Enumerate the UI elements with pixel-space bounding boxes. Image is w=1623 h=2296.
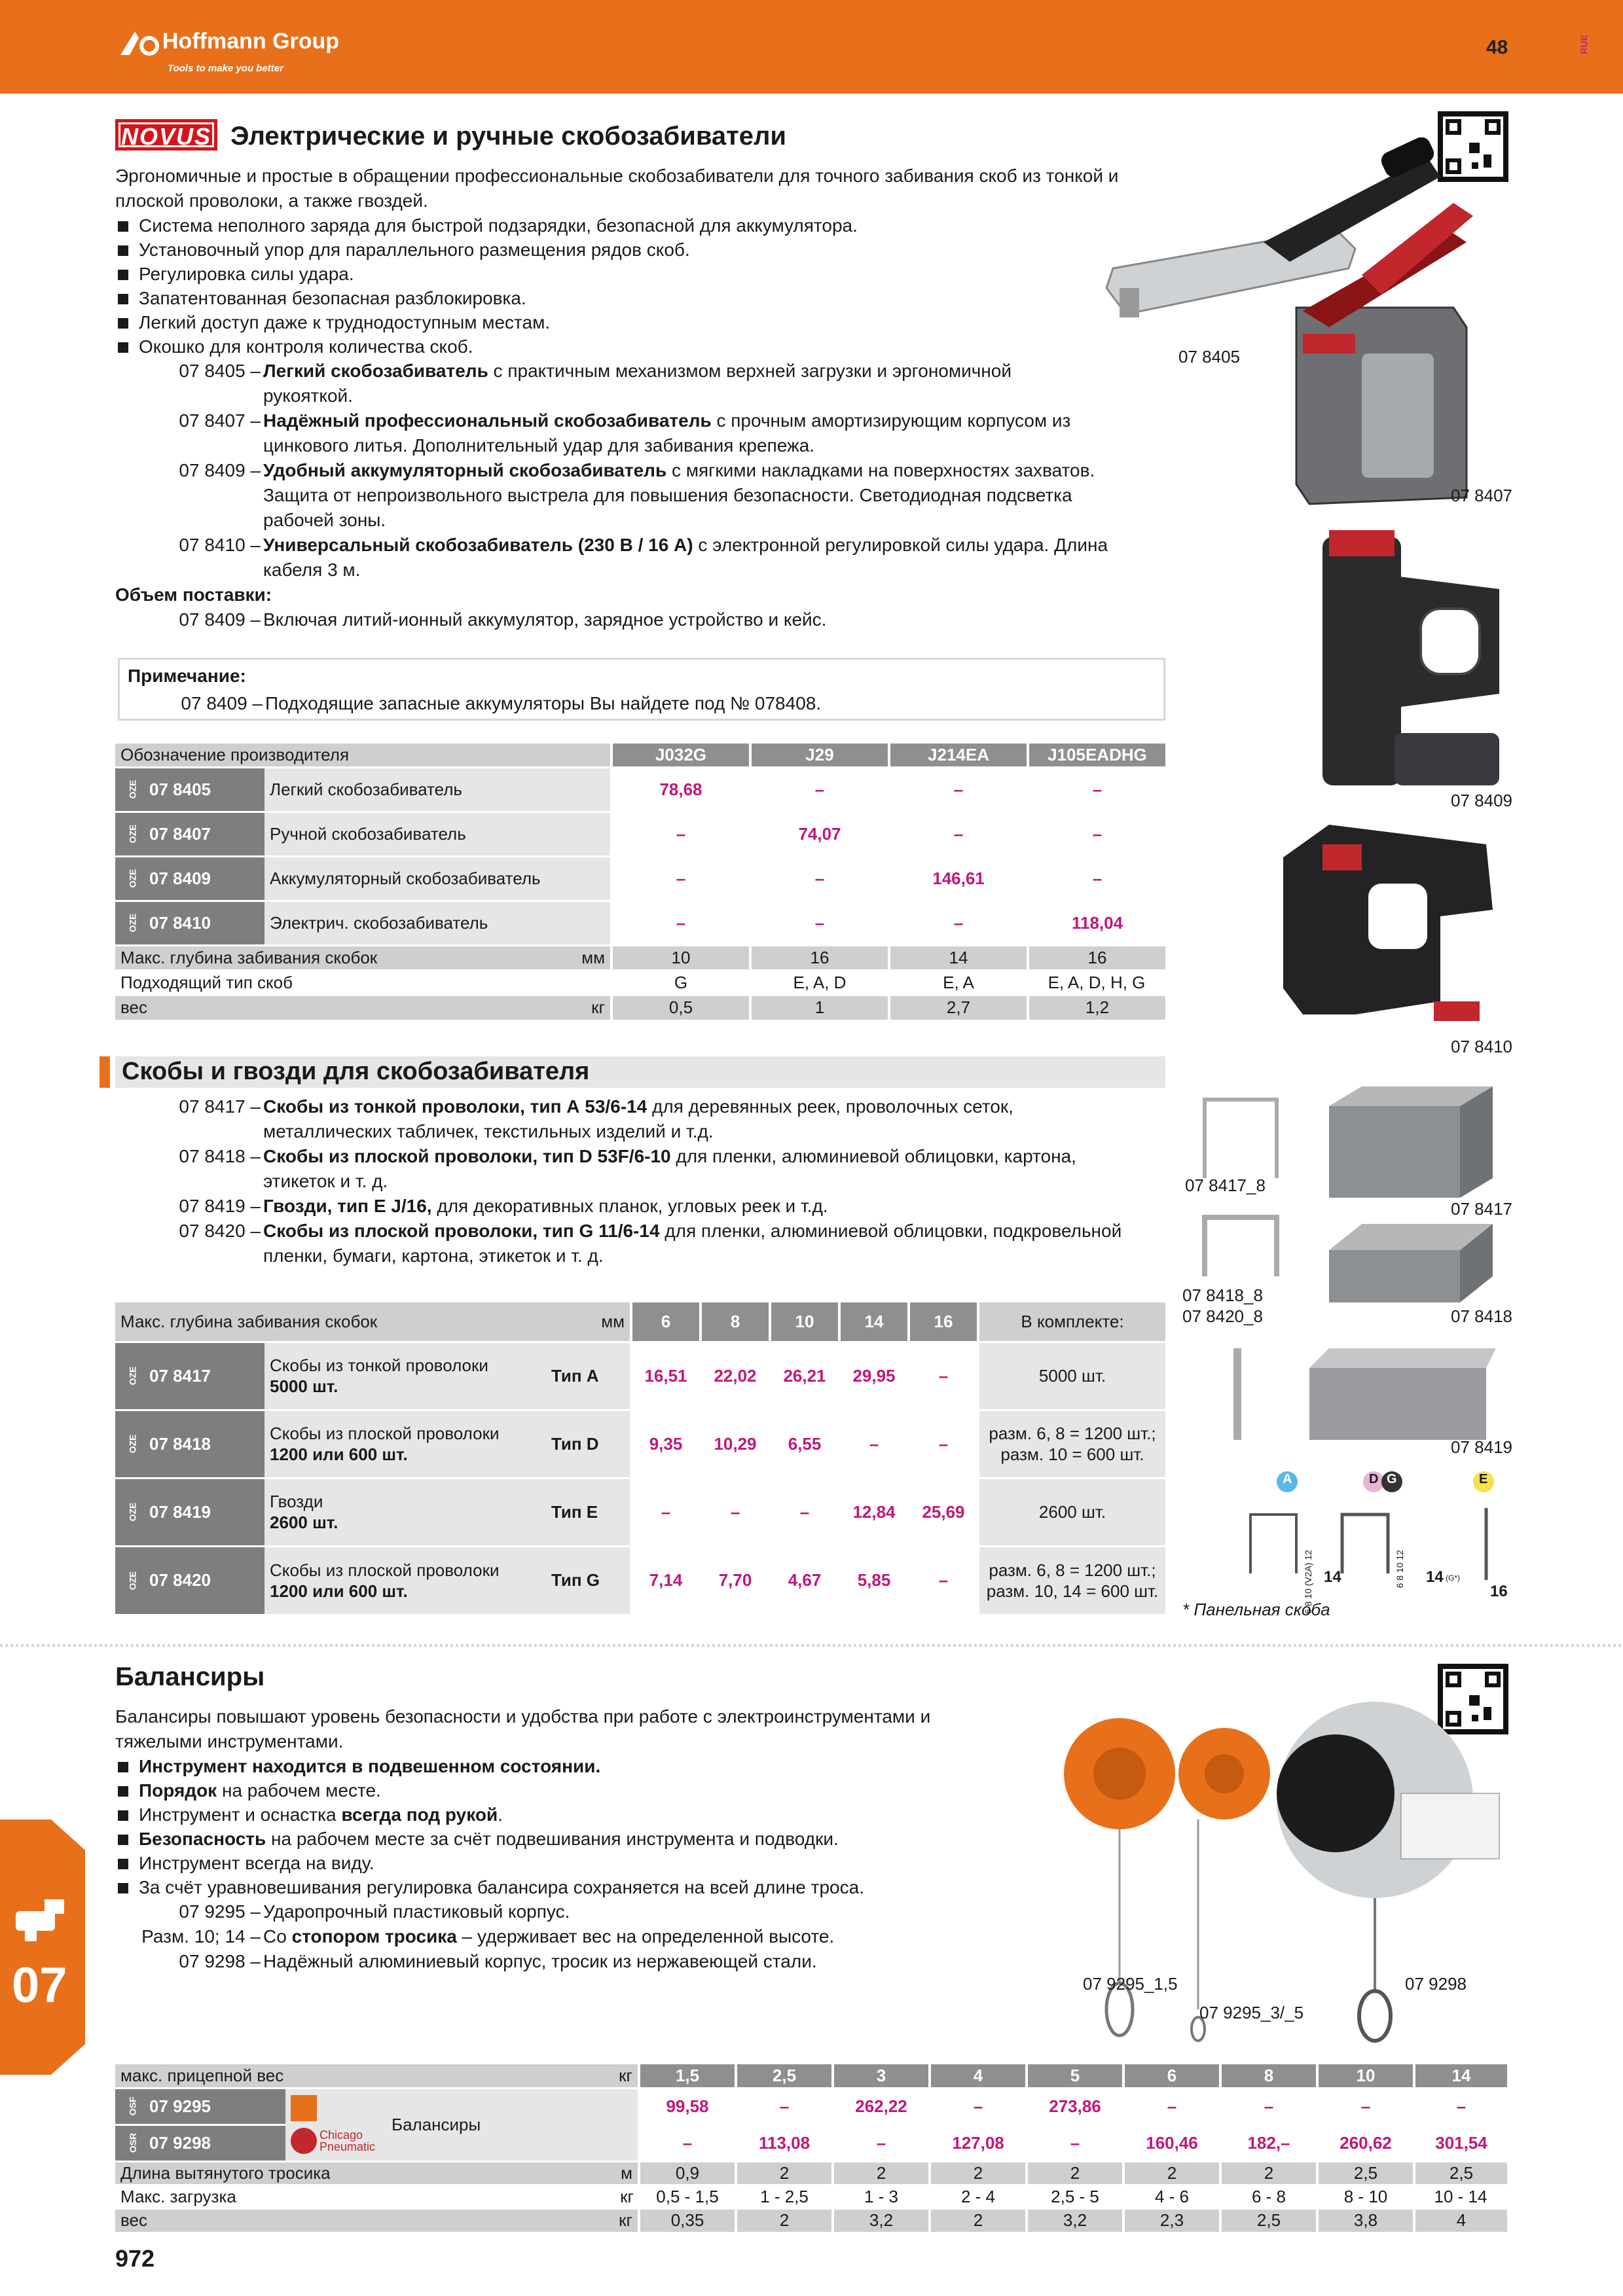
table-row	[115, 1410, 1165, 1478]
article-name: Гвозди 2600 шт.	[264, 1478, 546, 1546]
price-cell: –	[909, 1546, 978, 1614]
entry-code: 07 8410 –	[179, 535, 261, 555]
entry-text: для пленки, алюминиевой облицовки, подкровельной	[659, 1221, 1122, 1241]
spec-value: 4 - 6	[1123, 2185, 1220, 2208]
entry-code: 07 8405 –	[179, 361, 261, 381]
column-header: 2,5	[736, 2064, 833, 2088]
stapler-07-8407-image	[1283, 196, 1480, 524]
image-caption: 07 8405	[1178, 347, 1240, 367]
price-cell: –	[701, 1478, 770, 1546]
section1-text	[115, 164, 1176, 632]
price-cell: 260,62	[1317, 2125, 1414, 2161]
bullet-item: Регулировка силы удара.	[115, 262, 1176, 286]
intro-line: Балансиры повышают уровень безопасности и удобства при работе с электроинструментами и	[115, 1706, 931, 1727]
brand-name: Hoffmann Group	[162, 29, 340, 54]
price-cell: 301,54	[1414, 2125, 1507, 2161]
table-head-label: Макс. глубина забивания скобок	[115, 1302, 546, 1342]
spec-value: 2,5 - 5	[1027, 2185, 1123, 2208]
spec-value: G	[611, 970, 750, 995]
price-cell: 22,02	[701, 1342, 770, 1410]
price-cell: –	[1028, 812, 1165, 856]
entry-bold: Легкий скобозабиватель	[263, 361, 488, 381]
entry-code: 07 8419 –	[179, 1196, 261, 1216]
spec-value: 2	[930, 2161, 1027, 2185]
spec-row	[115, 2161, 1507, 2185]
table-row	[115, 1478, 1165, 1546]
article-name: Электрич. скобозабиватель	[264, 901, 611, 945]
image-caption: 07 8418	[1451, 1306, 1512, 1326]
entry-bold: Скобы из тонкой проволоки, тип А 53/6-14	[263, 1096, 647, 1117]
product-entry: 07 9298 – Надёжный алюминиевый корпус, тросик из нержавеющей стали.	[179, 1951, 817, 1971]
section-marker	[100, 1056, 110, 1088]
spec-value: 2,7	[889, 995, 1028, 1020]
bullet-item: Порядок на рабочем месте.	[115, 1778, 1137, 1803]
entry-bold: Скобы из плоской проволоки, тип D 53F/6-10	[263, 1146, 671, 1166]
spec-value: E, A, D	[750, 970, 889, 995]
bullet-item: Легкий доступ даже к труднодоступным местам.	[115, 310, 1176, 334]
product-entry	[115, 359, 1176, 408]
supply-label: Объем поставки:	[115, 584, 272, 605]
bullet-item: Инструмент находится в подвешенном состоянии.	[115, 1754, 1137, 1778]
entry-text: этикеток и т. д.	[263, 1171, 388, 1191]
column-header: 10	[770, 1302, 839, 1342]
spec-value: 2 - 4	[930, 2185, 1027, 2208]
entry-text: с практичным механизмом верхней загрузки и эргономичной	[488, 361, 1012, 381]
price-cell: –	[1123, 2088, 1220, 2125]
image-caption: 07 9295_1,5	[1083, 1974, 1178, 1994]
price-cell: –	[1414, 2088, 1507, 2125]
bullet-item: Запатентованная безопасная разблокировка.	[115, 286, 1176, 310]
note-entry	[117, 691, 1099, 716]
staples-box-07-8418-image	[1322, 1217, 1499, 1309]
table-row	[115, 1342, 1165, 1410]
spec-row	[115, 995, 1165, 1020]
staples-table	[115, 1302, 1165, 1614]
entry-bold: Удобный аккумуляторный скобозабиватель	[263, 460, 667, 480]
spec-value: 2	[736, 2161, 833, 2185]
entry-text: с мягкими накладками на поверхностях захватов.	[666, 460, 1095, 480]
product-entry	[115, 1144, 1176, 1194]
spec-value: 2,5	[1317, 2161, 1414, 2185]
group-cell: Chicago Pneumatic Балансиры	[285, 2088, 508, 2161]
legend-sizes: 6 8 10 12	[1395, 1550, 1405, 1588]
entry-code: 07 8418 –	[179, 1146, 261, 1166]
price-cell: –	[631, 1478, 701, 1546]
section-title: Скобы и гвозди для скобозабивателя	[122, 1058, 590, 1085]
price-cell: 10,29	[701, 1410, 770, 1478]
article-type: Тип E	[546, 1478, 631, 1546]
price-cell: –	[1220, 2088, 1317, 2125]
bullet-item: Установочный упор для параллельного размещения рядов скоб.	[115, 238, 1176, 262]
nail-image	[1218, 1342, 1257, 1446]
entry-bold: Скобы из плоской проволоки, тип G 11/6-14	[263, 1221, 660, 1241]
table-head-unit: мм	[546, 1302, 631, 1342]
price-cell: –	[1028, 856, 1165, 901]
kit-cell: разм. 6, 8 = 1200 шт.; разм. 10, 14 = 600 шт.	[978, 1546, 1165, 1614]
spec-value: 2	[930, 2208, 1027, 2232]
legend-size: 14	[1324, 1568, 1341, 1586]
table-row	[115, 812, 1165, 856]
section-title: Балансиры	[115, 1662, 265, 1691]
entry-code: 07 8417 –	[179, 1096, 261, 1117]
spec-value: 2	[736, 2208, 833, 2232]
spec-value: 1 - 2,5	[736, 2185, 833, 2208]
table-row	[115, 1546, 1165, 1614]
legend-letter: D	[1369, 1472, 1379, 1486]
price-cell: 25,69	[909, 1478, 978, 1546]
staple-a-image	[1192, 1086, 1290, 1185]
note-label: Примечание:	[128, 666, 246, 686]
article-code: OZE 07 8417	[115, 1342, 264, 1410]
bullet-item: Инструмент всегда на виду.	[115, 1851, 1137, 1875]
price-cell: 127,08	[930, 2125, 1027, 2161]
entry-code: 07 8409 –	[181, 693, 263, 713]
product-entry: Разм. 10; 14 – Со стопором тросика – удерживает вес на определенной высоте.	[141, 1926, 835, 1946]
spec-label: Подходящий тип скоб	[115, 970, 507, 995]
legend-size: 16	[1490, 1583, 1508, 1600]
article-code: OZE 07 8419	[115, 1478, 264, 1546]
price-cell: –	[611, 856, 750, 901]
price-cell: –	[611, 812, 750, 856]
spec-unit: кг	[507, 995, 611, 1020]
spec-value: 3,2	[1027, 2208, 1123, 2232]
language-code: RUE	[1578, 35, 1589, 54]
column-header: J214EA	[889, 744, 1028, 767]
legend-size: 14	[1426, 1568, 1444, 1586]
entry-text: пленки, бумаги, картона, этикеток и т. д.	[263, 1246, 604, 1266]
table-head-label: макс. прицепной вес	[115, 2064, 508, 2088]
price-cell: 12,84	[839, 1478, 909, 1546]
entry-text: для деревянных реек, проволочных сеток,	[647, 1096, 1013, 1117]
bullet-item: Инструмент и оснастка всегда под рукой.	[115, 1803, 1137, 1827]
spec-value: 2,5	[1220, 2208, 1317, 2232]
product-entry	[115, 1219, 1176, 1268]
article-code: OZE 07 8420	[115, 1546, 264, 1614]
entry-text: рабочей зоны.	[263, 510, 386, 530]
image-caption: 07 8417	[1451, 1199, 1512, 1219]
article-name: Аккумуляторный скобозабиватель	[264, 856, 611, 901]
image-caption: 07 9298	[1405, 1974, 1467, 1994]
image-caption: 07 8409	[1451, 791, 1512, 810]
intro-line: Эргономичные и простые в обращении профессиональные скобозабиватели для точного забивания скоб из тонкой и	[115, 166, 1119, 186]
price-cell: 9,35	[631, 1410, 701, 1478]
article-code: OZE 07 8410	[115, 901, 264, 945]
entry-text: с прочным амортизирующим корпусом из	[711, 410, 1071, 431]
legend-panel: (G*)	[1446, 1573, 1460, 1583]
staple-d-image	[1192, 1204, 1290, 1283]
section2-text	[115, 1094, 1176, 1268]
entry-bold: Надёжный профессиональный скобозабиватель	[263, 410, 712, 431]
entry-text: цинкового литья. Дополнительный удар для забивания крепежа.	[263, 435, 815, 456]
spec-unit	[507, 970, 611, 995]
chapter-tab[interactable]	[0, 1820, 85, 2075]
entry-text: Защита от непроизвольного выстрела для повышения безопасности. Светодиодная подсветка	[263, 485, 1072, 505]
spec-value: 8 - 10	[1317, 2185, 1414, 2208]
section-title: Электрические и ручные скобозабиватели	[230, 122, 786, 151]
price-cell: 5,85	[839, 1546, 909, 1614]
entry-text: для пленки, алюминиевой облицовки, картона,	[670, 1146, 1076, 1166]
column-header: J105EADHG	[1028, 744, 1165, 767]
article-code: OSR 07 9298	[115, 2125, 285, 2161]
entry-code: 07 8409 –	[179, 460, 261, 480]
kit-cell: 2600 шт.	[978, 1478, 1165, 1546]
price-cell: –	[833, 2125, 930, 2161]
price-cell: 4,67	[770, 1546, 839, 1614]
chicago-pneumatic-logo-icon	[291, 2128, 317, 2154]
legend-letter: A	[1283, 1472, 1292, 1486]
group-name: Балансиры	[392, 2114, 481, 2134]
product-entry	[115, 408, 1176, 458]
spec-row	[115, 970, 1165, 995]
spec-row	[115, 2185, 1507, 2208]
price-cell: 113,08	[736, 2125, 833, 2161]
price-cell: 26,21	[770, 1342, 839, 1410]
bullet-item: Система неполного заряда для быстрой подзарядки, безопасной для аккумулятора.	[115, 213, 1176, 238]
price-cell: –	[1028, 767, 1165, 812]
spec-row	[115, 2208, 1507, 2232]
spec-value: E, A, D, H, G	[1028, 970, 1165, 995]
price-cell: 99,58	[639, 2088, 736, 2125]
price-cell: 7,14	[631, 1546, 701, 1614]
price-cell: 262,22	[833, 2088, 930, 2125]
price-cell: 29,95	[839, 1342, 909, 1410]
article-code: OZE 07 8409	[115, 856, 264, 901]
column-header: 4	[930, 2064, 1027, 2088]
entry-bold: Универсальный скобозабиватель (230 В / 16 А)	[263, 535, 693, 555]
spec-value: 1	[750, 995, 889, 1020]
qr-code-icon	[1438, 111, 1508, 182]
spec-value: 2	[1123, 2161, 1220, 2185]
staplers-table	[115, 744, 1165, 1020]
column-header: 14	[839, 1302, 909, 1342]
spec-value: 0,5	[611, 995, 750, 1020]
price-cell: –	[839, 1410, 909, 1478]
intro-line: тяжелыми инструментами.	[115, 1731, 344, 1751]
article-type: Тип D	[546, 1410, 631, 1478]
spec-value: 1,2	[1028, 995, 1165, 1020]
article-code: OSF 07 9295	[115, 2088, 285, 2125]
image-caption: 07 8420_8	[1182, 1306, 1263, 1326]
table-row	[115, 901, 1165, 945]
article-code: OZE 07 8418	[115, 1410, 264, 1478]
balancers-image	[1048, 1702, 1545, 2055]
price-cell: –	[909, 1410, 978, 1478]
kit-cell: разм. 6, 8 = 1200 шт.; разм. 10 = 600 шт.	[978, 1410, 1165, 1478]
page-number-bottom: 972	[115, 2245, 155, 2272]
table-row	[115, 767, 1165, 812]
price-cell: –	[889, 767, 1028, 812]
column-header: 10	[1317, 2064, 1414, 2088]
legend-letter: E	[1479, 1472, 1488, 1486]
column-header: 6	[631, 1302, 701, 1342]
price-cell: 74,07	[750, 812, 889, 856]
spec-label: Длина вытянутого тросика	[115, 2161, 508, 2185]
nails-box-07-8419-image	[1303, 1335, 1499, 1446]
spec-value: 0,5 - 1,5	[639, 2185, 736, 2208]
price-cell: –	[1027, 2125, 1123, 2161]
table-head-unit: кг	[508, 2064, 639, 2088]
image-caption: 07 8417_8	[1185, 1175, 1266, 1195]
spec-value: 1 - 3	[833, 2185, 930, 2208]
bullet-item: Окошко для контроля количества скоб.	[115, 334, 1176, 359]
spec-label: вес	[115, 995, 507, 1020]
article-name: Скобы из плоской проволоки 1200 или 600 шт.	[264, 1546, 546, 1614]
price-cell: 118,04	[1028, 901, 1165, 945]
column-header: 8	[1220, 2064, 1317, 2088]
note-box	[118, 658, 1165, 721]
product-entry	[115, 458, 1176, 533]
kit-header: В комплекте:	[978, 1302, 1165, 1342]
spec-value: 2	[833, 2161, 930, 2185]
column-header: J29	[750, 744, 889, 767]
product-entry	[115, 533, 1176, 583]
price-cell: –	[770, 1478, 839, 1546]
spec-value: 10	[611, 945, 750, 970]
entry-text: кабеля 3 м.	[263, 560, 361, 580]
section-divider	[0, 1644, 1623, 1647]
bullet-item: Безопасность на рабочем месте за счёт подвешивания инструмента и подводки.	[115, 1827, 1137, 1851]
brand-tagline: Tools to make you better	[168, 63, 283, 74]
article-type: Тип A	[546, 1342, 631, 1410]
price-cell: –	[1317, 2088, 1414, 2125]
spec-label: Макс. загрузка	[115, 2185, 508, 2208]
stapler-07-8409-image	[1316, 524, 1512, 798]
entry-text: металлических табличек, текстильных изделий и т.д.	[263, 1121, 714, 1141]
price-cell: 78,68	[611, 767, 750, 812]
novus-logo: NOVUS	[115, 119, 217, 151]
tools-chapter-icon	[12, 1892, 71, 1944]
article-name: Ручной скобозабиватель	[264, 812, 611, 856]
chapter-number: 07	[12, 1958, 67, 2013]
spec-value: 2	[1027, 2161, 1123, 2185]
spec-value: E, A	[889, 970, 1028, 995]
spec-value: 2	[1220, 2161, 1317, 2185]
kit-cell: 5000 шт.	[978, 1342, 1165, 1410]
spec-value: 6 - 8	[1220, 2185, 1317, 2208]
intro-line: плоской проволоки, а также гвоздей.	[115, 190, 428, 211]
price-cell: –	[736, 2088, 833, 2125]
price-cell: –	[639, 2125, 736, 2161]
entry-bold: Гвозди, тип E J/16,	[263, 1196, 432, 1216]
article-name: Легкий скобозабиватель	[264, 767, 611, 812]
spec-value: 3,8	[1317, 2208, 1414, 2232]
legend-letter: G	[1387, 1472, 1397, 1486]
entry-text: Включая литий-ионный аккумулятор, зарядное устройство и кейс.	[263, 609, 827, 630]
entry-text: рукояткой.	[263, 386, 353, 406]
price-cell: –	[889, 901, 1028, 945]
image-caption: 07 8419	[1451, 1437, 1512, 1457]
price-cell: –	[909, 1342, 978, 1410]
spec-value: 3,2	[833, 2208, 930, 2232]
image-caption: 07 8410	[1451, 1037, 1512, 1056]
spec-unit: кг	[508, 2185, 639, 2208]
price-cell: –	[889, 812, 1028, 856]
brand-logo-icon	[291, 2095, 317, 2121]
bullet-item: За счёт уравновешивания регулировка балансира сохраняется на всей длине троса.	[115, 1875, 1137, 1899]
stapler-07-8410-image	[1277, 818, 1499, 1034]
column-header: 6	[1123, 2064, 1220, 2088]
entry-text: с электронной регулировкой силы удара. Длина	[693, 535, 1108, 555]
table-row	[115, 856, 1165, 901]
spec-label: вес	[115, 2208, 508, 2232]
price-cell: 182,–	[1220, 2125, 1317, 2161]
product-entry	[115, 1194, 1176, 1219]
staples-box-07-8417-image	[1322, 1080, 1499, 1204]
spec-value: 0,35	[639, 2208, 736, 2232]
article-name: Скобы из плоской проволоки 1200 или 600 шт.	[264, 1410, 546, 1478]
spec-unit: м	[508, 2161, 639, 2185]
article-code: OZE 07 8407	[115, 812, 264, 856]
spec-value: 2,5	[1414, 2161, 1507, 2185]
column-header: 1,5	[639, 2064, 736, 2088]
spec-unit: мм	[507, 945, 611, 970]
column-header: 8	[701, 1302, 770, 1342]
price-cell: –	[930, 2088, 1027, 2125]
price-cell: 146,61	[889, 856, 1028, 901]
spec-value: 4	[1414, 2208, 1507, 2232]
price-cell: –	[750, 856, 889, 901]
article-type: Тип G	[546, 1546, 631, 1614]
balancers-table	[115, 2064, 1507, 2232]
price-cell: 160,46	[1123, 2125, 1220, 2161]
column-header: J032G	[611, 744, 750, 767]
price-cell: –	[750, 767, 889, 812]
price-cell: 273,86	[1027, 2088, 1123, 2125]
spec-value: 0,9	[639, 2161, 736, 2185]
entry-text: Подходящие запасные аккумуляторы Вы найдете под № 078408.	[265, 693, 822, 713]
image-caption: 07 9295_3/_5	[1199, 2003, 1304, 2022]
spec-label: Макс. глубина забивания скобок	[115, 945, 507, 970]
spec-value: 10 - 14	[1414, 2185, 1507, 2208]
panel-staple-note: * Панельная скоба	[1182, 1600, 1330, 1619]
spec-unit: кг	[508, 2208, 639, 2232]
entry-code: 07 8407 –	[179, 410, 261, 431]
section3-text	[115, 1704, 1137, 1974]
supply-entry	[115, 607, 1176, 632]
spec-value: 16	[750, 945, 889, 970]
image-caption: 07 8407	[1451, 486, 1512, 505]
table-row	[115, 2088, 1507, 2125]
price-cell: 6,55	[770, 1410, 839, 1478]
legend-sizes: 6 8 10 (V2A) 12	[1303, 1550, 1313, 1615]
image-caption: 07 8418_8	[1182, 1285, 1263, 1305]
product-entry: 07 9295 – Ударопрочный пластиковый корпус.	[179, 1901, 570, 1922]
spec-value: 2,3	[1123, 2208, 1220, 2232]
price-cell: 7,70	[701, 1546, 770, 1614]
column-header: 16	[909, 1302, 978, 1342]
column-header: 3	[833, 2064, 930, 2088]
column-header: 5	[1027, 2064, 1123, 2088]
entry-code: 07 8409 –	[179, 609, 261, 630]
hoffmann-logo-icon	[115, 26, 168, 60]
spec-value: 14	[889, 945, 1028, 970]
entry-code: 07 8420 –	[179, 1221, 261, 1241]
entry-text: для декоративных планок, угловых реек и т.д.	[431, 1196, 828, 1216]
price-cell: 16,51	[631, 1342, 701, 1410]
article-code: OZE 07 8405	[115, 767, 264, 812]
price-cell: –	[750, 901, 889, 945]
product-entry	[115, 1094, 1176, 1144]
table-head-label: Обозначение производителя	[115, 744, 611, 767]
price-cell: –	[611, 901, 750, 945]
spec-value: 16	[1028, 945, 1165, 970]
spec-row	[115, 945, 1165, 970]
article-name: Скобы из тонкой проволоки 5000 шт.	[264, 1342, 546, 1410]
page-number-top: 48	[1486, 37, 1508, 58]
column-header: 14	[1414, 2064, 1507, 2088]
